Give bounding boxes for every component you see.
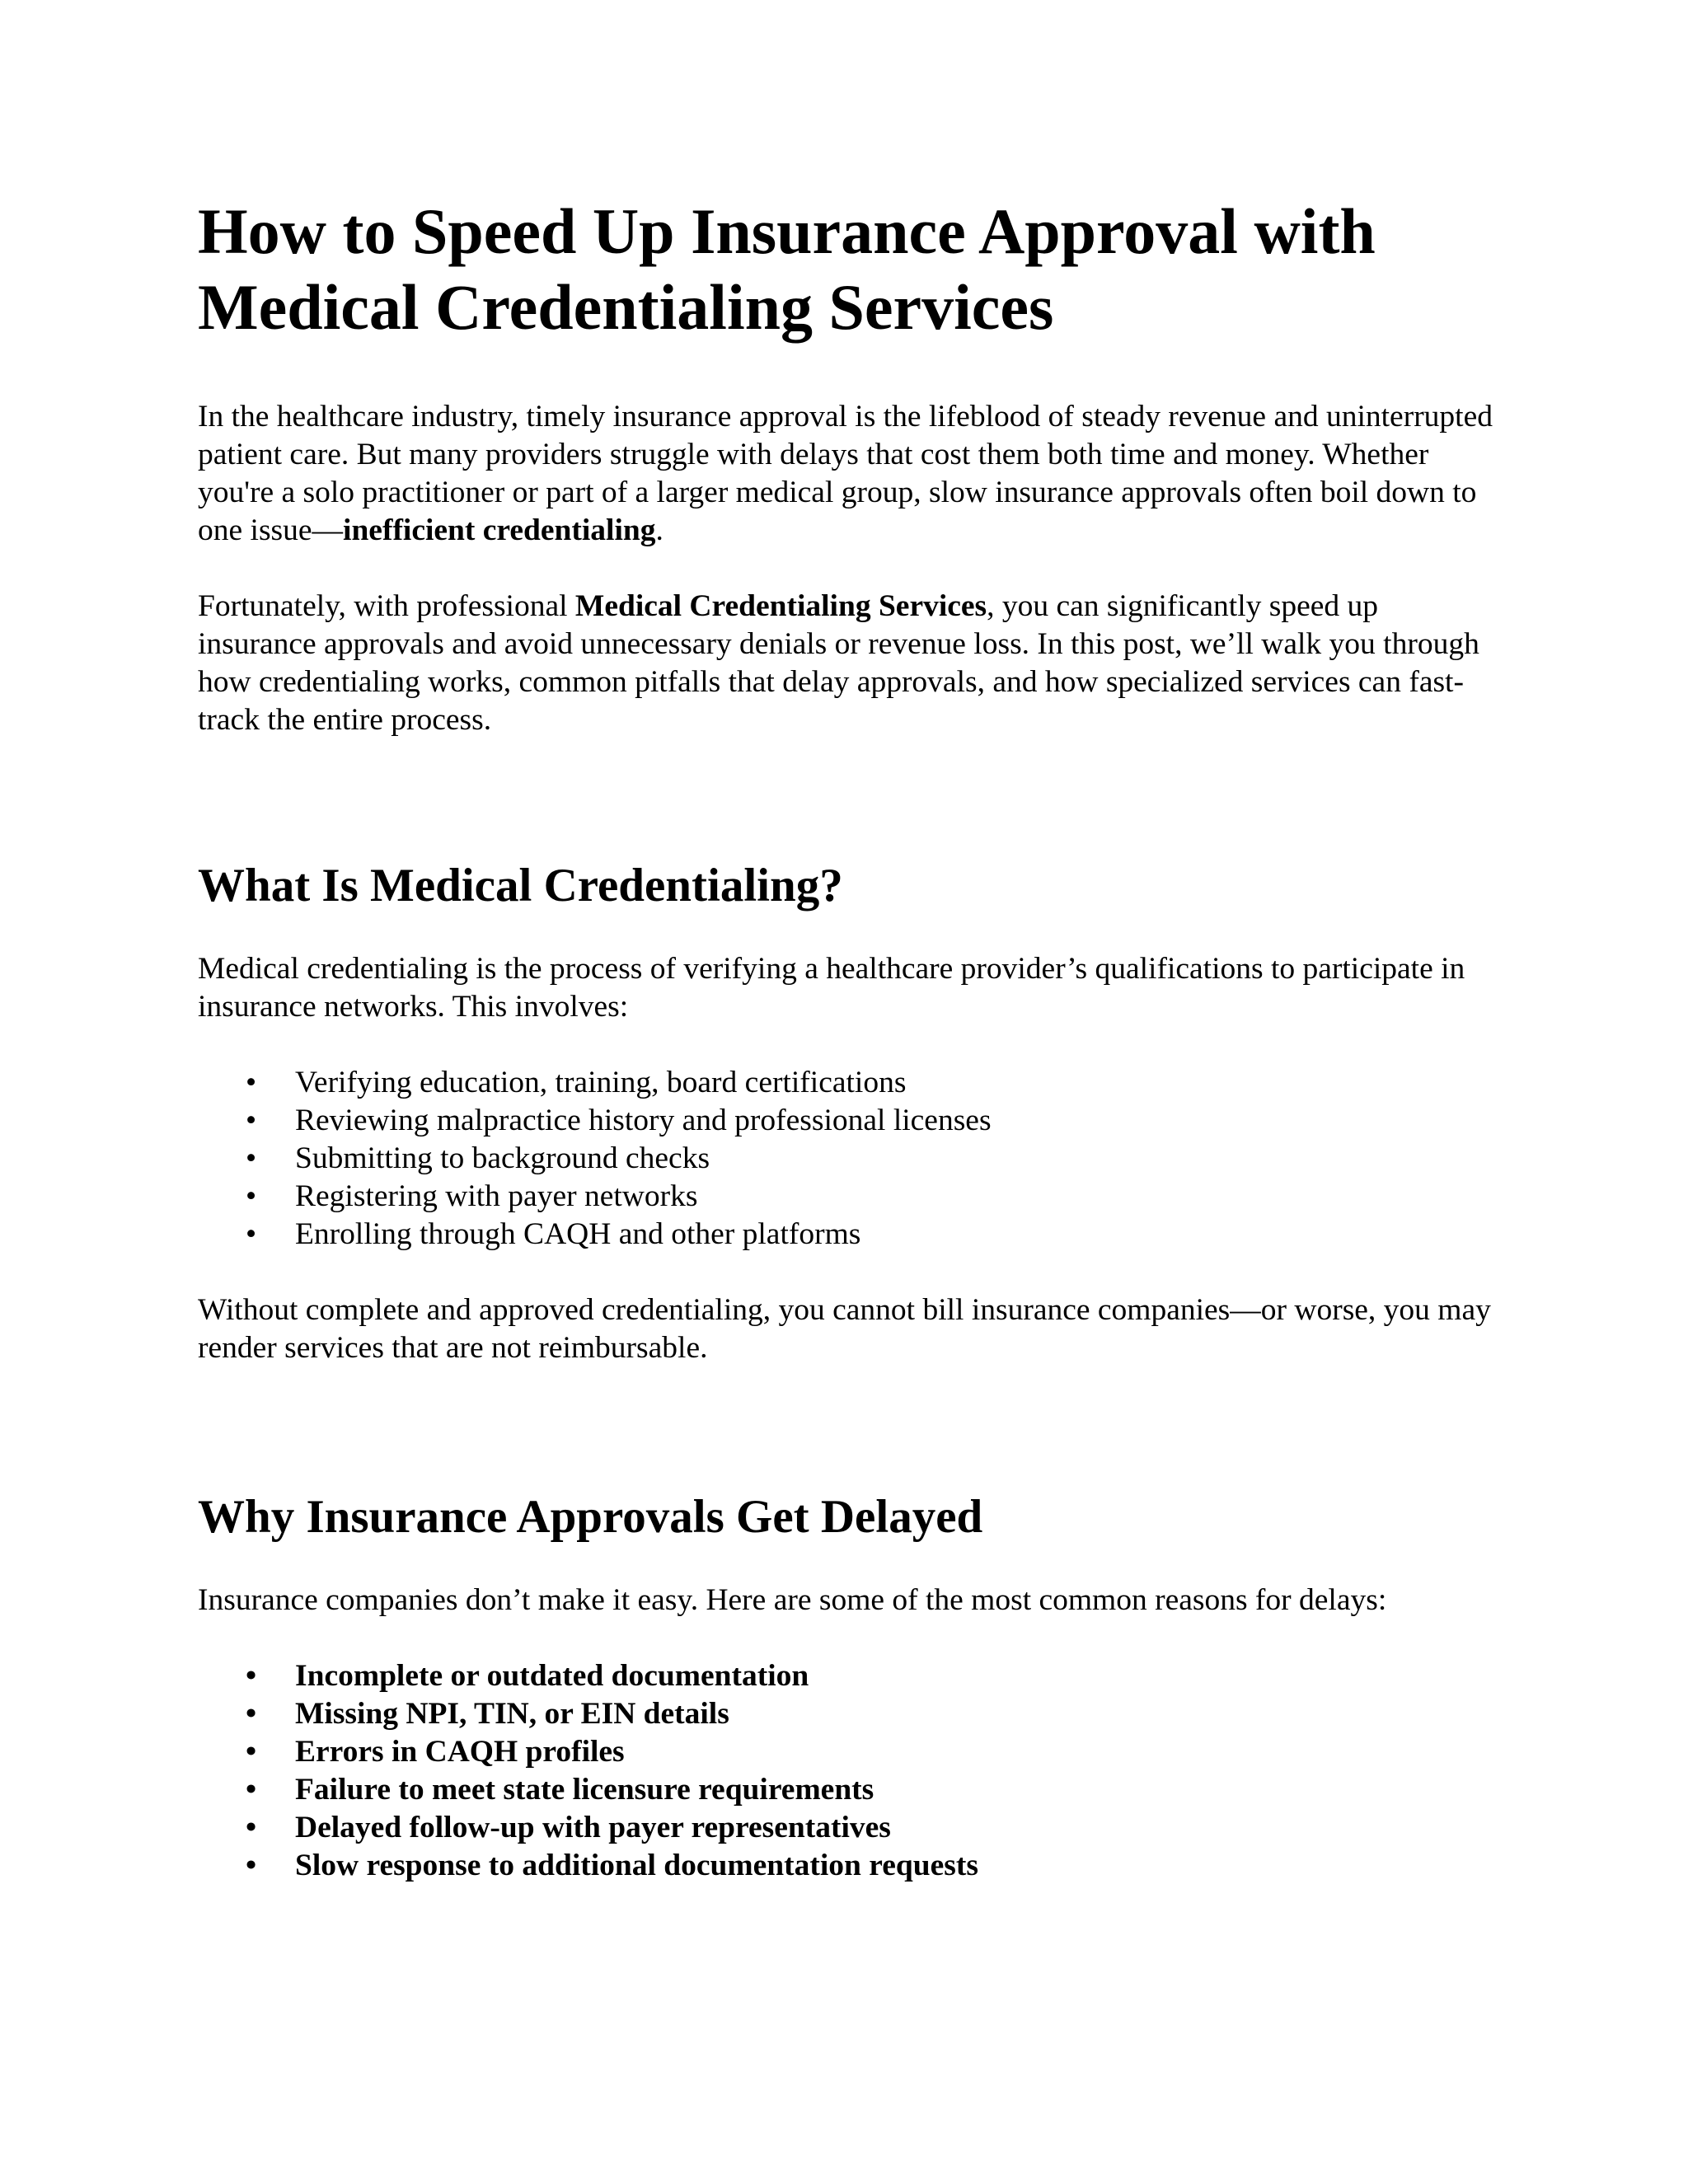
list-item-text: Failure to meet state licensure requirements bbox=[295, 1773, 874, 1807]
list-item bbox=[198, 1064, 1500, 1102]
credentialing-steps-list bbox=[198, 1064, 1500, 1254]
list-item-text: Verifying education, training, board certifications bbox=[295, 1066, 907, 1099]
list-item-text: Enrolling through CAQH and other platforms bbox=[295, 1217, 861, 1251]
list-item bbox=[198, 1657, 1500, 1695]
document-page bbox=[198, 194, 1500, 1885]
bullet-icon: • bbox=[246, 1104, 257, 1137]
list-item-text: Slow response to additional documentation requests bbox=[295, 1849, 978, 1882]
list-item bbox=[198, 1695, 1500, 1733]
what-intro-paragraph: Medical credentialing is the process of verifying a healthcare provider’s qualifications to participate in insurance networks. This involves: bbox=[198, 952, 1465, 1024]
article-title: How to Speed Up Insurance Approval with Medical Credentialing Services bbox=[198, 195, 1376, 343]
list-item bbox=[198, 1216, 1500, 1254]
list-item bbox=[198, 1733, 1500, 1771]
list-item bbox=[198, 1140, 1500, 1178]
intro-paragraph-2 bbox=[198, 588, 1500, 739]
list-item-text: Reviewing malpractice history and professional licenses bbox=[295, 1104, 992, 1137]
list-item-text: Delayed follow-up with payer representatives bbox=[295, 1811, 891, 1844]
list-item bbox=[198, 1102, 1500, 1140]
delay-reasons-list bbox=[198, 1657, 1500, 1885]
intro-paragraph-1-bold: inefficient credentialing bbox=[343, 513, 656, 547]
what-closing-paragraph: Without complete and approved credentialing, you cannot bill insurance companies—or worse, you may render services that are not reimbursable. bbox=[198, 1293, 1491, 1365]
list-item-text: Registering with payer networks bbox=[295, 1179, 698, 1213]
intro-paragraph-2-bold: Medical Credentialing Services bbox=[574, 589, 987, 623]
why-intro-paragraph: Insurance companies don’t make it easy. Here are some of the most common reasons for delays: bbox=[198, 1583, 1387, 1617]
bullet-icon: • bbox=[246, 1217, 257, 1251]
bullet-icon: • bbox=[246, 1735, 257, 1769]
intro-paragraph-2-start: Fortunately, with professional bbox=[198, 589, 575, 623]
list-item-text: Submitting to background checks bbox=[295, 1141, 710, 1175]
bullet-icon: • bbox=[246, 1849, 257, 1882]
list-item bbox=[198, 1847, 1500, 1885]
bullet-icon: • bbox=[246, 1179, 257, 1213]
bullet-icon: • bbox=[246, 1697, 257, 1731]
list-item-text: Incomplete or outdated documentation bbox=[295, 1659, 809, 1693]
intro-paragraph-2-end: , you can significantly speed up insurance approvals and avoid unnecessary denials or revenue loss. In this post, we’ll walk you through how credentialing works, common pitfalls that delay approvals, and how specialized services can fast-track the entire process. bbox=[198, 589, 1479, 737]
section-heading-why-delayed: Why Insurance Approvals Get Delayed bbox=[198, 1491, 983, 1543]
intro-paragraph-1 bbox=[198, 398, 1500, 550]
bullet-icon: • bbox=[246, 1811, 257, 1844]
list-item bbox=[198, 1771, 1500, 1809]
list-item-text: Missing NPI, TIN, or EIN details bbox=[295, 1697, 729, 1731]
list-item-text: Errors in CAQH profiles bbox=[295, 1735, 625, 1769]
bullet-icon: • bbox=[246, 1773, 257, 1807]
intro-paragraph-1-text: In the healthcare industry, timely insurance approval is the lifeblood of steady revenue and uninterrupted patient care. But many providers struggle with delays that cost them both time and money. Whether you're a solo practitioner or part of a larger medical group, slow insurance approvals often boil down to one issue— bbox=[198, 400, 1493, 547]
intro-paragraph-1-end: . bbox=[655, 513, 663, 547]
bullet-icon: • bbox=[246, 1066, 257, 1099]
list-item bbox=[198, 1809, 1500, 1847]
bullet-icon: • bbox=[246, 1141, 257, 1175]
bullet-icon: • bbox=[246, 1659, 257, 1693]
section-heading-what-is-credentialing: What Is Medical Credentialing? bbox=[198, 860, 843, 912]
list-item bbox=[198, 1178, 1500, 1216]
